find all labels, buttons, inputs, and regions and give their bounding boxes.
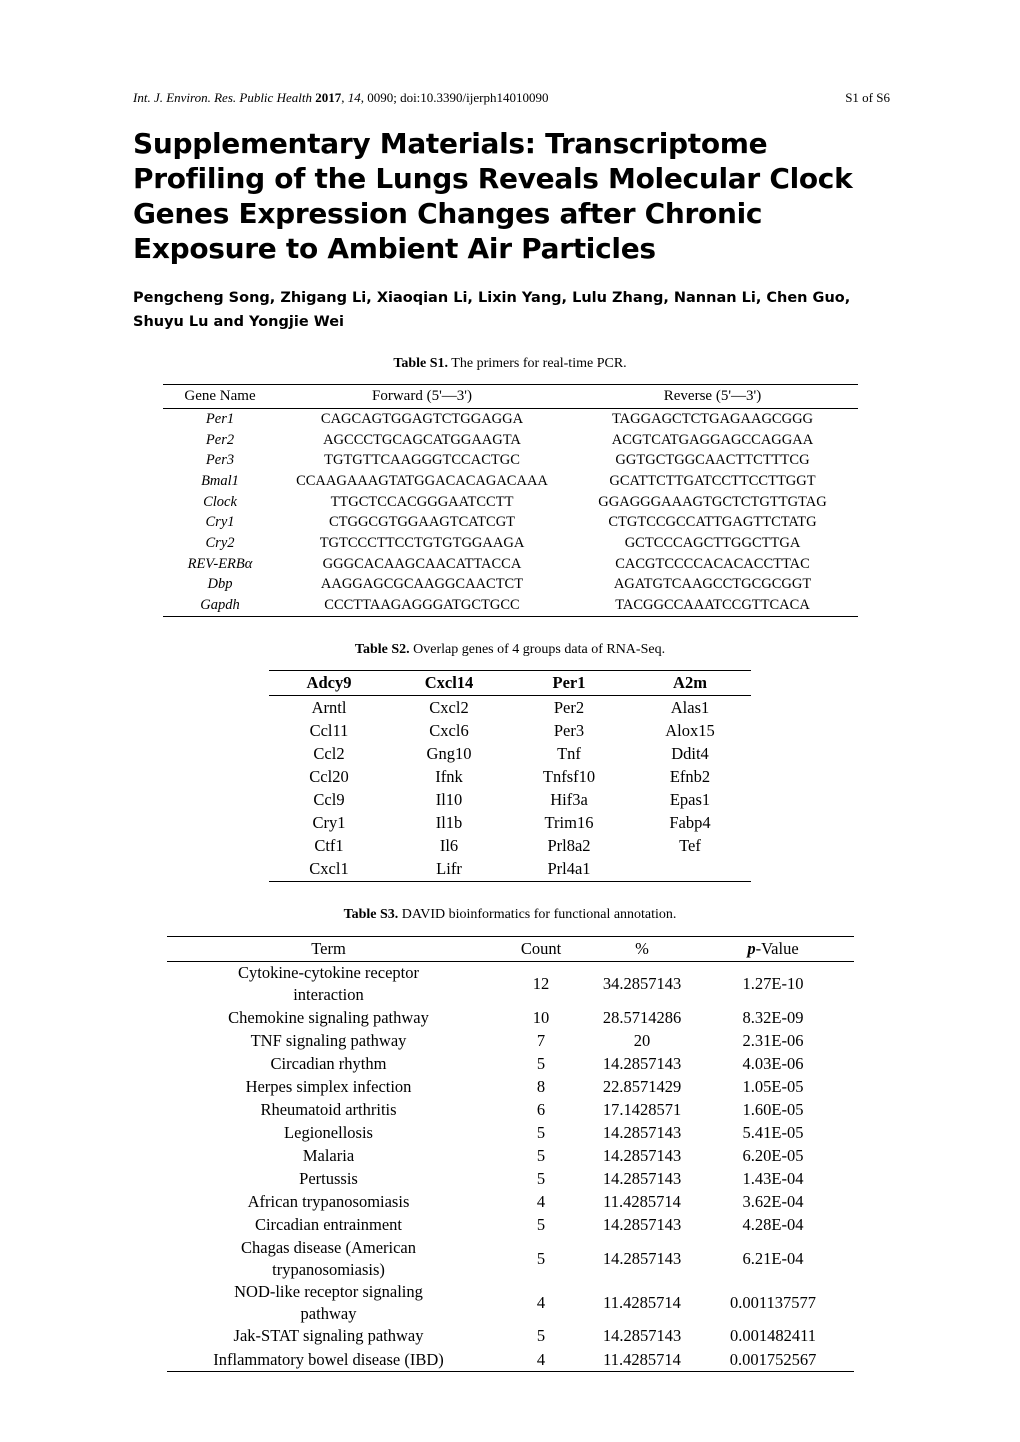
table-cell: Rheumatoid arthritis	[260, 1099, 397, 1119]
table-cell: Tnf	[557, 743, 581, 763]
gene-row	[269, 788, 751, 811]
annotation-row	[167, 1214, 854, 1237]
table-cell: 22.8571429	[602, 1076, 682, 1096]
table-cell: 5	[536, 1169, 546, 1189]
table-cell: TGTGTTCAAGGGTCCACTGC	[324, 452, 520, 469]
primer-row	[163, 575, 858, 596]
table-cell: CCAAGAAAGTATGGACACAGACAAA	[296, 472, 548, 489]
table-cell: 8.32E-09	[742, 1007, 804, 1027]
gene-row	[269, 742, 751, 765]
primer-row	[163, 409, 858, 430]
table-cell: 14.2857143	[602, 1123, 682, 1143]
table-cell: 4.28E-04	[742, 1215, 804, 1235]
table-cell: 4	[536, 1292, 546, 1312]
annotation-row	[167, 1145, 854, 1168]
annotation-row	[167, 1191, 854, 1214]
citation-rest: , 0090; doi:10.3390/ijerph14010090	[360, 90, 549, 105]
table-cell: Per1	[205, 410, 235, 427]
table-cell: 14.2857143	[602, 1326, 682, 1346]
table-cell: 17.1428571	[602, 1099, 682, 1119]
annotation-row	[167, 1075, 854, 1098]
table-cell: Chagas disease (American trypanosomiasis)	[240, 1237, 416, 1279]
table-cell: 0.001482411	[729, 1326, 816, 1346]
table-cell: TTGCTCCACGGGAATCCTT	[330, 493, 514, 510]
primer-row	[163, 430, 858, 451]
table-cell: Tnfsf10	[542, 766, 596, 786]
table-cell: 5	[536, 1326, 546, 1346]
table-cell	[629, 858, 751, 882]
table-cell: Tef	[679, 836, 701, 856]
table-cell: AGCCCTGCAGCATGGAAGTA	[323, 431, 521, 448]
table-cell: 14.2857143	[602, 1169, 682, 1189]
table-cell: Il10	[435, 789, 463, 809]
table-cell: Ifnk	[435, 766, 463, 786]
table-cell: CTGGCGTGGAAGTCATCGT	[328, 514, 516, 531]
column-header: Reverse (5'—3')	[567, 385, 858, 409]
table-cell: 11.4285714	[603, 1292, 681, 1312]
table-cell: 28.5714286	[602, 1007, 682, 1027]
table-cell: Arntl	[311, 697, 347, 717]
table-cell: 6	[536, 1099, 546, 1119]
table-cell: CTGTCCGCCATTGAGTTCTATG	[608, 514, 817, 531]
table-cell: Ddit4	[671, 743, 709, 763]
table-cell: Ccl2	[313, 743, 345, 763]
table-s2-caption	[0, 642, 1020, 658]
table-cell: 5	[536, 1146, 546, 1166]
table-cell: 5.41E-05	[742, 1123, 804, 1143]
primer-row	[163, 595, 858, 616]
table-cell: TAGGAGCTCTGAGAAGCGGG	[611, 410, 814, 427]
table-cell: 1.05E-05	[742, 1076, 804, 1096]
annotation-row	[167, 1098, 854, 1121]
table-cell: Cytokine-cytokine receptor interaction	[238, 963, 419, 1004]
table-cell: Ccl20	[309, 766, 349, 786]
table-cell: 10	[532, 1007, 550, 1027]
table-cell: CAGCAGTGGAGTCTGGAGGA	[320, 410, 524, 427]
table-cell: AAGGAGCGCAAGGCAACTCT	[320, 576, 524, 593]
table-cell: Il6	[439, 836, 459, 856]
table-cell: Malaria	[302, 1146, 355, 1166]
table-cell: Gapdh	[200, 597, 240, 614]
table-cell: Pertussis	[299, 1169, 358, 1189]
table-cell: TNF signaling pathway	[250, 1030, 407, 1050]
table-cell: CCCTTAAGAGGGATGCTGCC	[324, 597, 520, 614]
primer-row	[163, 471, 858, 492]
primer-row	[163, 492, 858, 513]
table-s3-caption-text: DAVID bioinformatics for functional annotation.	[398, 907, 677, 922]
table-cell: GGGCACAAGCAACATTACCA	[322, 555, 522, 572]
table-cell: Cxcl2	[429, 697, 469, 717]
table-cell: 4	[536, 1192, 546, 1212]
table-cell: Per2	[205, 431, 235, 448]
table-cell: Inflammatory bowel disease (IBD)	[213, 1349, 444, 1369]
table-cell: Cry1	[312, 813, 346, 833]
table-cell: ACGTCATGAGGAGCCAGGAA	[611, 431, 814, 448]
gene-row	[269, 696, 751, 720]
table-cell: Trim16	[544, 813, 594, 833]
column-header: %	[592, 937, 692, 962]
journal-name: Int. J. Environ. Res. Public Health	[133, 90, 312, 105]
gene-row	[269, 765, 751, 788]
table-cell: 14.2857143	[602, 1215, 682, 1235]
table-cell: Ctf1	[314, 836, 344, 856]
table-cell: Alox15	[665, 720, 715, 740]
table-cell: 7	[536, 1030, 546, 1050]
annotation-row	[167, 1281, 854, 1325]
table-s3-caption	[0, 907, 1020, 923]
annotation-row	[167, 1325, 854, 1348]
table-cell: Legionellosis	[284, 1123, 373, 1143]
table-cell: Jak-STAT signaling pathway	[233, 1326, 424, 1346]
table-cell: 34.2857143	[602, 974, 682, 993]
primer-table	[163, 384, 858, 617]
table-cell: African trypanosomiasis	[247, 1192, 410, 1212]
column-header: Forward (5'—3')	[277, 385, 567, 409]
primer-row	[163, 450, 858, 471]
table-cell: Alas1	[670, 697, 710, 717]
table-cell: Prl8a2	[547, 836, 591, 856]
table-cell: 5	[536, 1123, 546, 1143]
table-cell: Lifr	[436, 859, 462, 879]
overlap-genes-table	[269, 670, 751, 882]
table-cell: Cry1	[205, 514, 235, 531]
table-cell: Epas1	[669, 789, 711, 809]
column-header: Per1	[509, 671, 629, 696]
table-cell: CACGTCCCCACACACCTTAC	[615, 555, 810, 572]
table-cell: Fabp4	[669, 813, 711, 833]
table-cell: 8	[536, 1076, 546, 1096]
column-header: Count	[490, 937, 592, 962]
table-cell: 11.4285714	[603, 1192, 681, 1212]
table-cell: Per2	[553, 697, 585, 717]
table-cell: 5	[536, 1248, 546, 1268]
table-cell: TACGGCCAAATCCGTTCACA	[615, 597, 810, 614]
journal-volume: 14	[347, 90, 361, 105]
gene-row	[269, 719, 751, 742]
table-cell: 3.62E-04	[742, 1192, 804, 1212]
table-cell: 2.31E-06	[742, 1030, 804, 1050]
table-cell: 14.2857143	[602, 1146, 682, 1166]
annotation-row	[167, 1052, 854, 1075]
column-header: A2m	[629, 671, 751, 696]
table-cell: Bmal1	[201, 472, 239, 489]
paper-title: Supplementary Materials: Transcriptome Profiling of the Lungs Reveals Molecular Clock Genes Expression Changes after Chronic Exposure to Ambient Air Particles	[133, 127, 853, 265]
primer-row	[163, 533, 858, 554]
column-header: Gene Name	[163, 385, 277, 409]
table-cell: Dbp	[207, 576, 233, 593]
gene-row	[269, 835, 751, 858]
table-cell: 1.60E-05	[742, 1099, 804, 1119]
table-cell: GGAGGGAAAGTGCTCTGTTGTAG	[598, 493, 827, 510]
column-header: Cxcl14	[389, 671, 509, 696]
page-number: S1 of S6	[845, 90, 890, 105]
table-cell: 4.03E-06	[742, 1053, 804, 1073]
table-cell: Cry2	[205, 534, 235, 551]
table-cell: GCTCCCAGCTTGGCTTGA	[624, 534, 801, 551]
table-cell: Per3	[553, 720, 585, 740]
table-s3-label: Table S3.	[343, 907, 399, 922]
column-header	[692, 937, 854, 962]
table-cell: NOD-like receptor signaling pathway	[234, 1281, 423, 1323]
gene-row	[269, 811, 751, 834]
david-annotation-table	[167, 936, 854, 1372]
table-cell: Ccl9	[313, 789, 345, 809]
column-header: Adcy9	[269, 671, 389, 696]
table-cell: Cxcl6	[429, 720, 469, 740]
table-cell: 4	[536, 1349, 546, 1369]
table-cell: 12	[532, 974, 550, 993]
table-cell: GGTGCTGGCAACTTCTTTCG	[615, 452, 810, 469]
table-cell: Per3	[205, 452, 235, 469]
table-cell: AGATGTCAAGCCTGCGCGGT	[613, 576, 812, 593]
table-cell: 11.4285714	[603, 1349, 681, 1369]
author-list: Pengcheng Song, Zhigang Li, Xiaoqian Li, Lixin Yang, Lulu Zhang, Nannan Li, Chen Guo, Shuyu Lu and Yongjie Wei	[133, 290, 851, 330]
gene-row	[269, 858, 751, 882]
table-cell: Hif3a	[550, 789, 588, 809]
journal-year: 2017	[315, 90, 342, 105]
table-s1-caption-text: The primers for real-time PCR.	[448, 356, 627, 371]
table-cell: 1.27E-10	[742, 974, 804, 993]
citation: Int. J. Environ. Res. Public Health 2017, 14, 0090; doi:10.3390/ijerph14010090	[133, 90, 549, 105]
table-cell: Cxcl1	[309, 859, 349, 879]
table-s2-caption-text: Overlap genes of 4 groups data of RNA-Seq.	[409, 642, 666, 657]
table-cell: GCATTCTTGATCCTTCCTTGGT	[609, 472, 816, 489]
table-cell: Prl4a1	[547, 859, 591, 879]
table-cell: Herpes simplex infection	[245, 1076, 412, 1096]
table-cell: Circadian entrainment	[254, 1215, 403, 1235]
table-cell: Efnb2	[669, 766, 711, 786]
table-cell: Il1b	[435, 813, 463, 833]
table-cell: 6.21E-04	[742, 1248, 804, 1268]
table-cell: REV-ERBα	[187, 555, 253, 572]
table-cell: 6.20E-05	[742, 1146, 804, 1166]
annotation-row	[167, 1348, 854, 1372]
table-cell: 14.2857143	[602, 1248, 682, 1268]
table-cell: 20	[633, 1030, 651, 1050]
table-cell: 14.2857143	[602, 1053, 682, 1073]
annotation-row	[167, 1006, 854, 1029]
annotation-row	[167, 1029, 854, 1052]
table-cell: 5	[536, 1053, 546, 1073]
table-cell: Ccl11	[309, 720, 349, 740]
table-cell: Clock	[203, 493, 237, 510]
table-s1-label: Table S1.	[393, 356, 449, 371]
annotation-row	[167, 1168, 854, 1191]
value-suffix: -Value	[755, 939, 799, 958]
primer-row	[163, 554, 858, 575]
column-header: Term	[167, 937, 490, 962]
primer-row	[163, 512, 858, 533]
annotation-row	[167, 1237, 854, 1281]
table-s2-label: Table S2.	[354, 642, 410, 657]
annotation-row	[167, 1121, 854, 1144]
table-s1-caption	[0, 356, 1020, 372]
table-cell: Chemokine signaling pathway	[228, 1007, 429, 1027]
table-cell: 5	[536, 1215, 546, 1235]
table-cell: 1.43E-04	[742, 1169, 804, 1189]
annotation-row	[167, 962, 854, 1007]
table-cell: TGTCCCTTCCTGTGTGGAAGA	[319, 534, 525, 551]
p-symbol: p	[747, 939, 756, 958]
table-cell: Circadian rhythm	[270, 1053, 387, 1073]
table-cell: 0.001137577	[729, 1292, 816, 1312]
table-cell: 0.001752567	[729, 1349, 817, 1369]
table-cell: Gng10	[426, 743, 472, 763]
